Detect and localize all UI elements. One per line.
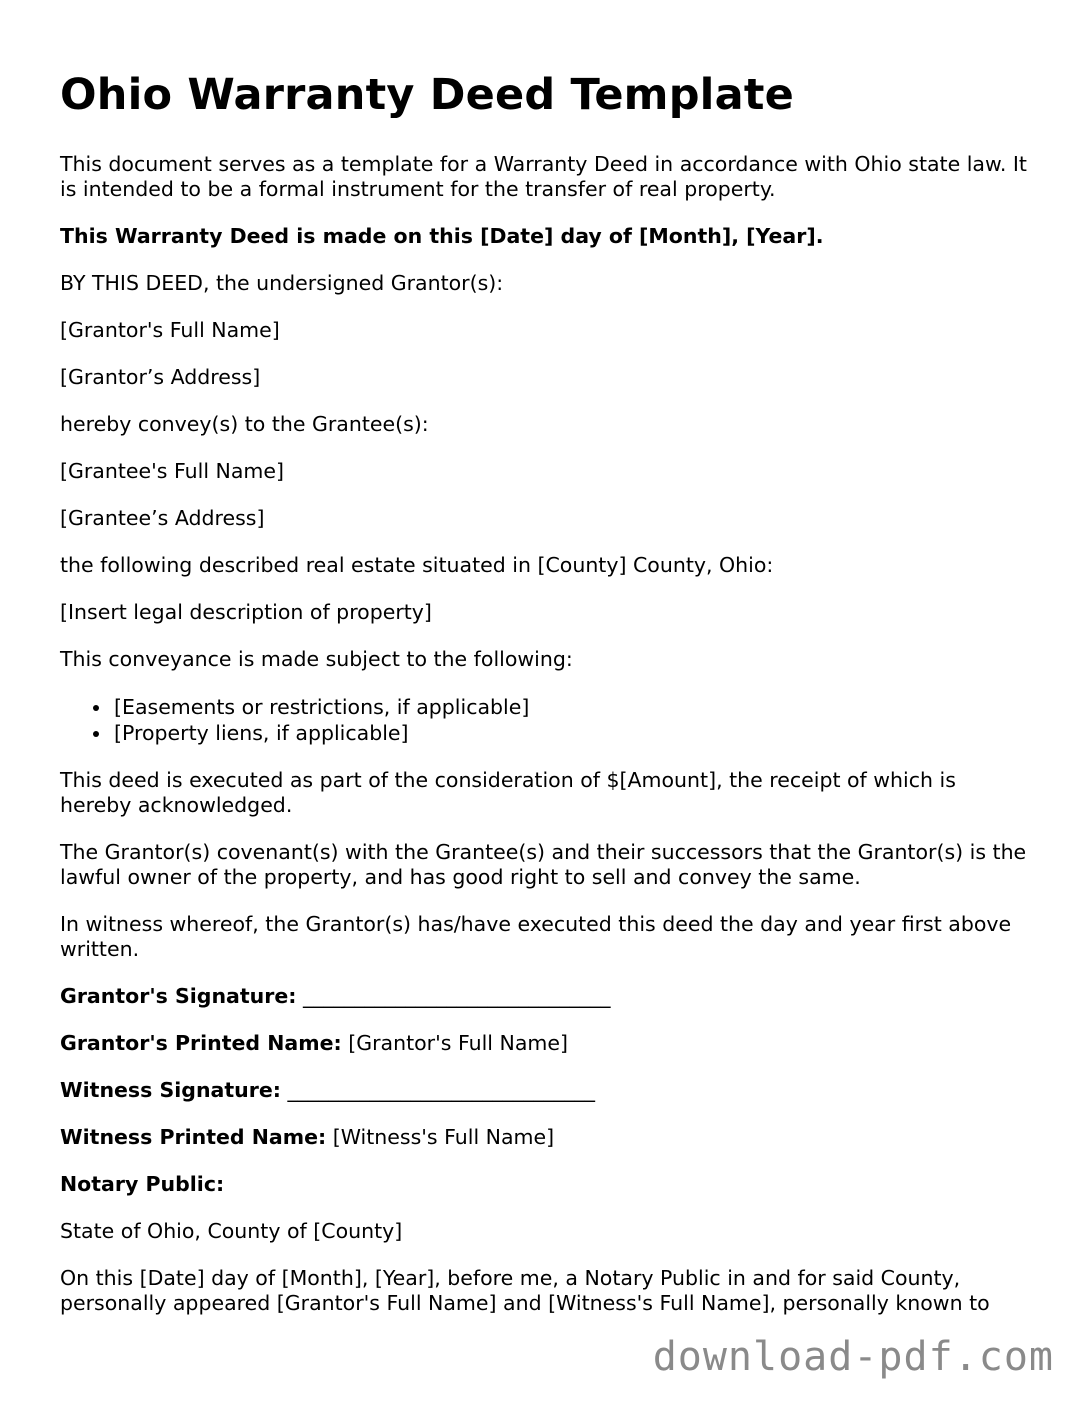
witness-printed-name-value: [Witness's Full Name] [332,1124,555,1149]
by-this-deed-text: BY THIS DEED, the undersigned Grantor(s): [60,270,504,295]
notary-heading: Notary Public: [60,1171,225,1196]
grantee-address-placeholder: [Grantee’s Address] [60,505,265,530]
grantor-printed-name-label: Grantor's Printed Name: [60,1030,342,1055]
consideration-paragraph: This deed is executed as part of the consideration of $[Amount], the receipt of which is hereby acknowledged. [60,767,956,817]
grantor-signature-label: Grantor's Signature: [60,983,297,1008]
witness-signature-label: Witness Signature: [60,1077,281,1102]
witness-whereof-paragraph: In witness whereof, the Grantor(s) has/have executed this deed the day and year first above written. [60,911,1012,961]
grantor-signature-row [60,984,1030,1009]
legal-description-placeholder: [Insert legal description of property] [60,599,432,624]
subject-to-text: This conveyance is made subject to the following: [60,646,573,671]
witness-signature-line: ______________________________ [287,1077,596,1102]
grantor-address-placeholder: [Grantor’s Address] [60,364,261,389]
conditions-list [60,694,1030,746]
convey-text: hereby convey(s) to the Grantee(s): [60,411,429,436]
page-title: Ohio Warranty Deed Template [60,70,794,120]
real-estate-text: the following described real estate situated in [County] County, Ohio: [60,552,774,577]
grantor-signature-line: ______________________________ [303,983,611,1008]
notary-state-county: State of Ohio, County of [County] [60,1218,403,1243]
list-item: • [Easements or restrictions, if applicable] [112,694,1030,720]
watermark: download-pdf.com [652,1334,1054,1380]
grantor-printed-name-value: [Grantor's Full Name] [348,1030,568,1055]
witness-printed-name-row [60,1125,1030,1150]
grantor-printed-name-row [60,1031,1030,1056]
intro-paragraph: This document serves as a template for a Warranty Deed in accordance with Ohio state law. It is intended to be a formal instrument for the transfer of real property. [60,151,1027,201]
made-on-statement: This Warranty Deed is made on this [Date] day of [Month], [Year]. [60,223,824,248]
notary-statement: On this [Date] day of [Month], [Year], before me, a Notary Public in and for said County, personally appeared [Grantor's Full Name] and [Witness's Full Name], personally known to [60,1265,990,1315]
witness-printed-name-label: Witness Printed Name: [60,1124,327,1149]
grantee-name-placeholder: [Grantee's Full Name] [60,458,285,483]
grantor-name-placeholder: [Grantor's Full Name] [60,317,280,342]
document-page [60,70,1030,1320]
witness-signature-row [60,1078,1030,1103]
covenant-paragraph: The Grantor(s) covenant(s) with the Grantee(s) and their successors that the Grantor(s) is the lawful owner of the property, and has good right to sell and convey the same. [60,839,1027,889]
list-item: • [Property liens, if applicable] [112,720,1030,746]
